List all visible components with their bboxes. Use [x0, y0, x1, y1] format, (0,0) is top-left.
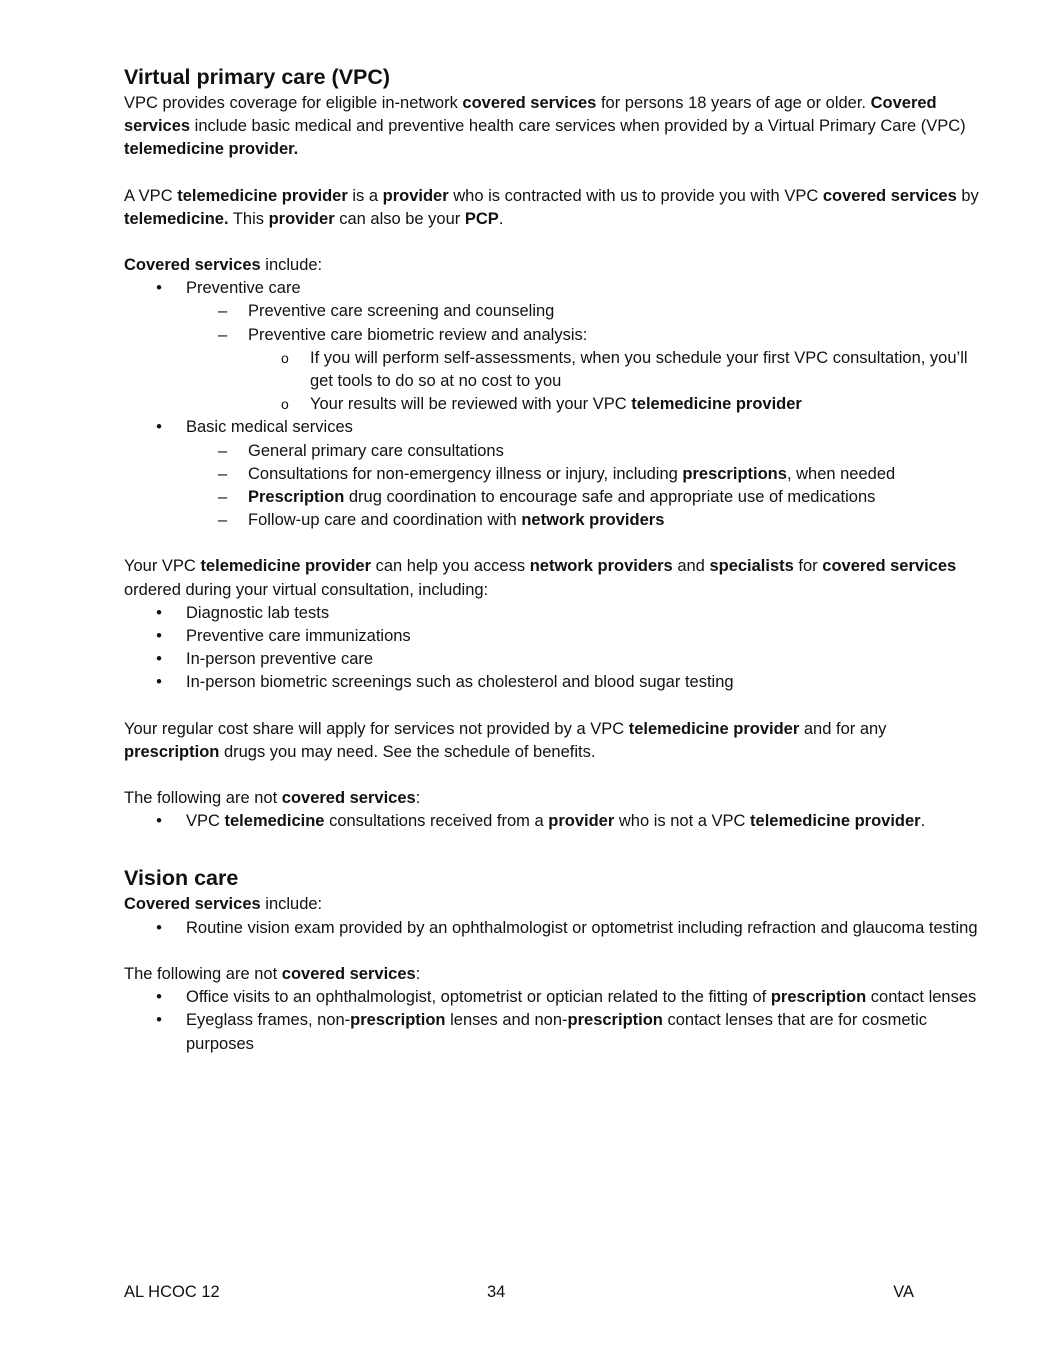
biometric-sub-item: If you will perform self-assessments, when you schedule your first VPC consultation, you’ll get tools to do so at no cost to you: [310, 348, 968, 391]
bullet-marker: •: [156, 627, 162, 646]
footer-doc-id: AL HCOC 12: [124, 1283, 220, 1301]
circle-marker: o: [281, 396, 289, 413]
access-item: In-person preventive care: [186, 650, 374, 669]
vpc-intro: VPC provides coverage for eligible in-network covered services for persons 18 years of age or older. Covered services include basic medical and preventive health care services when provided by a Virtual Primary Care (VPC) telemedicine provider.: [124, 94, 966, 159]
access-item: Diagnostic lab tests: [186, 603, 330, 622]
vpc-cost-share: Your regular cost share will apply for services not provided by a VPC telemedicine provider and for any prescription drugs you may need. See the schedule of benefits.: [124, 719, 887, 761]
bullet-marker: •: [156, 673, 162, 692]
basic-sub-item: General primary care consultations: [248, 441, 504, 460]
access-item: In-person biometric screenings such as cholesterol and blood sugar testing: [186, 673, 734, 692]
vision-not-covered-list: [124, 986, 984, 1056]
vpc-provider-definition: A VPC telemedicine provider is a provider who is contracted with us to provide you with VPC covered services by telemedicine. This provider can also be your PCP.: [124, 186, 979, 228]
bullet-marker: •: [156, 279, 162, 298]
dash-marker: –: [218, 441, 228, 460]
vpc-access-lead: Your VPC telemedicine provider can help you access network providers and specialists for covered services ordered during your virtual consultation, including:: [124, 557, 957, 599]
dash-marker: –: [218, 325, 228, 344]
preventive-sub-item: Preventive care biometric review and analysis:: [248, 325, 588, 344]
list-item: [124, 917, 984, 940]
vpc-not-covered-list: [124, 810, 984, 833]
bullet-marker: •: [156, 650, 162, 669]
list-item: [124, 440, 984, 463]
dash-marker: –: [218, 464, 228, 483]
bullet-marker: •: [156, 418, 162, 437]
basic-sub-item: Consultations for non-emergency illness or injury, including prescriptions, when needed: [248, 464, 896, 483]
basic-sub-item: Follow-up care and coordination with network providers: [248, 511, 665, 530]
list-item: [124, 509, 984, 532]
list-item: [124, 602, 984, 625]
page-footer: [124, 1280, 914, 1304]
vision-not-covered-lead: The following are not covered services:: [124, 964, 421, 983]
list-item: [124, 463, 984, 486]
circle-marker: o: [281, 349, 289, 366]
access-item: Preventive care immunizations: [186, 627, 411, 646]
vpc-not-covered-lead: The following are not covered services:: [124, 789, 421, 808]
list-item: [124, 986, 984, 1009]
list-item: [124, 648, 984, 671]
list-item: [124, 347, 984, 393]
vision-heading: Vision care: [124, 866, 239, 891]
vision-covered-list: [124, 917, 984, 940]
bullet-marker: •: [156, 603, 162, 622]
list-item: [124, 277, 984, 300]
dash-marker: –: [218, 488, 228, 507]
list-item: [124, 810, 984, 833]
basic-sub-item: Prescription drug coordination to encourage safe and appropriate use of medications: [248, 488, 876, 507]
preventive-care-label: Preventive care: [186, 279, 301, 298]
dash-marker: –: [218, 511, 228, 530]
basic-medical-label: Basic medical services: [186, 418, 353, 437]
vpc-access-list: [124, 602, 984, 695]
list-item: [124, 671, 984, 694]
footer-state: VA: [893, 1283, 914, 1301]
list-item: [124, 416, 984, 439]
vision-not-covered-item: Eyeglass frames, non-prescription lenses and non-prescription contact lenses that are for cosmetic purposes: [186, 1011, 928, 1053]
list-item: [124, 1009, 984, 1055]
preventive-sub-item: Preventive care screening and counseling: [248, 302, 555, 321]
bullet-marker: •: [156, 918, 162, 937]
bullet-marker: •: [156, 1011, 162, 1030]
footer-page-number: 34: [487, 1283, 506, 1301]
bullet-marker: •: [156, 988, 162, 1007]
biometric-sub-item: Your results will be reviewed with your VPC telemedicine provider: [310, 395, 802, 414]
vpc-covered-lead: Covered services include:: [124, 256, 323, 275]
bullet-marker: •: [156, 812, 162, 831]
list-item: [124, 300, 984, 323]
vision-covered-item: Routine vision exam provided by an ophthalmologist or optometrist including refraction and glaucoma testing: [186, 918, 978, 937]
list-item: [124, 393, 984, 416]
vpc-covered-list: [124, 277, 984, 532]
document-page: [124, 62, 984, 1056]
list-item: [124, 324, 984, 347]
vpc-heading: Virtual primary care (VPC): [124, 65, 391, 89]
list-item: [124, 486, 984, 509]
vision-covered-lead: Covered services include:: [124, 895, 323, 914]
dash-marker: –: [218, 302, 228, 321]
vision-not-covered-item: Office visits to an ophthalmologist, optometrist or optician related to the fitting of prescription contact lenses: [186, 988, 977, 1007]
not-covered-item: VPC telemedicine consultations received from a provider who is not a VPC telemedicine provider.: [186, 812, 926, 831]
list-item: [124, 625, 984, 648]
